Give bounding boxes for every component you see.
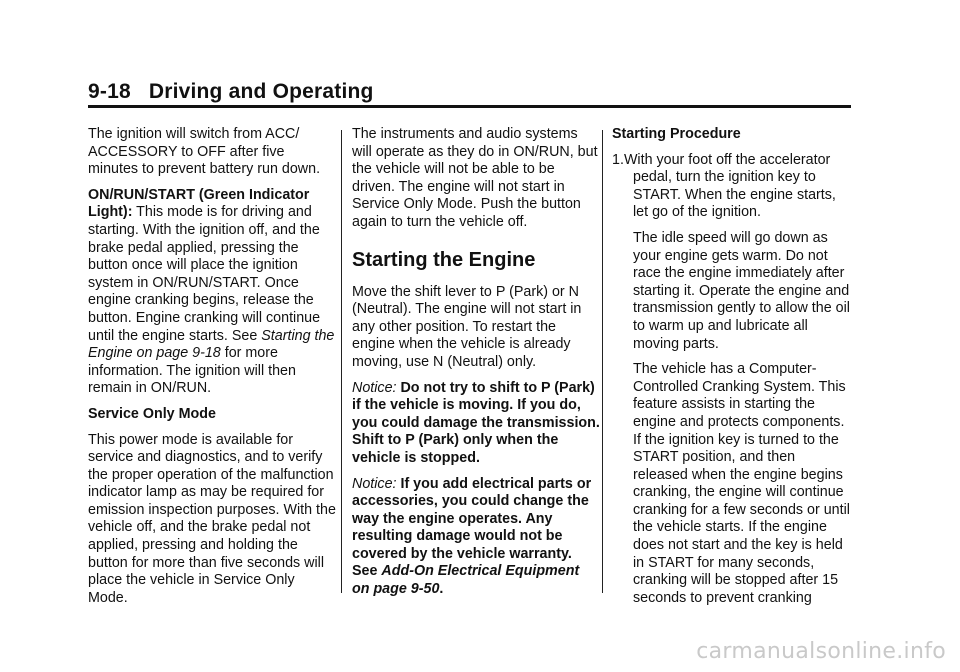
cross-reference-link[interactable]: Starting the Engine on page 9-18 xyxy=(88,327,335,362)
notice-label: Notice: xyxy=(352,379,397,396)
column-divider xyxy=(602,130,603,593)
paragraph: The instruments and audio systems will operate as they do in ON/RUN, but the vehicle will not be able to be driven. The engine will not start in Service Only Mode. Push the button again to turn the vehicle off. xyxy=(352,126,598,230)
header-rule xyxy=(88,105,851,108)
notice-text: If you add electrical parts or accessories, you could change the way the engine operates. Any resulting damage would not be covered by the vehicle warranty. See xyxy=(352,475,592,580)
page-number: 9-18 xyxy=(88,80,131,103)
notice-label: Notice: xyxy=(352,475,397,492)
paragraph: Move the shift lever to P (Park) or N (Neutral). The engine will not start in any other position. To restart the engine when the vehicle is already moving, use N (Neutral) only. xyxy=(352,283,582,370)
step-text: With your foot off the accelerator pedal, turn the ignition key to START. When the engine starts, let go of the ignition. xyxy=(623,151,836,221)
paragraph-text: This mode is for driving and starting. With the ignition off, and the brake pedal applied, pressing the button once will place the ignition system in ON/RUN/START. Once engine cranking begins, release the button. Engine cranking will continue until the engine starts. See xyxy=(88,204,321,344)
notice xyxy=(352,380,600,468)
paragraph: The vehicle has a Computer-Controlled Cranking System. This feature assists in starting the engine and protects components. If the ignition key is turned to the START position, and then released when the engine begins cranking, the engine will continue cranking for a few seconds or until the vehicle starts. If the engine does not start and the key is held in START for many seconds, cranking will be stopped after 15 seconds to prevent cranking xyxy=(633,361,850,606)
paragraph: This power mode is available for service and diagnostics, and to verify the proper operation of the malfunction indicator lamp as may be required for emission inspection purposes. With the vehicle off, and the brake pedal not applied, pressing and holding the button for more than five seconds will place the vehicle in Service Only Mode. xyxy=(88,431,336,606)
step-item xyxy=(612,152,852,222)
cross-reference-link[interactable]: Add-On Electrical Equipment on page 9-50 xyxy=(352,563,580,598)
column-1 xyxy=(88,126,336,615)
paragraph-text: for more information. The ignition will then remain in ON/RUN. xyxy=(88,345,296,397)
page-header xyxy=(88,80,374,104)
step-number: 1. xyxy=(612,151,624,168)
section-heading: Starting the Engine xyxy=(352,248,536,271)
section-title: Driving and Operating xyxy=(148,80,374,103)
paragraph: The idle speed will go down as your engine gets warm. Do not race the engine immediately after starting it. Operate the engine and transmission gently to allow the oil to warm up and lubricate all moving parts. xyxy=(633,229,850,352)
column-2 xyxy=(352,126,600,607)
paragraph xyxy=(88,187,336,398)
term-label: ON/RUN/START (Green Indicator Light): xyxy=(88,186,310,221)
notice xyxy=(352,476,600,599)
paragraph: The ignition will switch from ACC/ ACCESSORY to OFF after five minutes to prevent battery run down. xyxy=(88,126,321,178)
notice-text: Do not try to shift to P (Park) if the vehicle is moving. If you do, you could damage the transmission. Shift to P (Park) only when the vehicle is stopped. xyxy=(352,379,600,466)
column-3 xyxy=(612,126,852,615)
subheading: Starting Procedure xyxy=(612,126,741,142)
subheading: Service Only Mode xyxy=(88,405,216,422)
watermark: carmanualsonline.info xyxy=(696,639,946,664)
notice-text: . xyxy=(439,581,444,598)
column-divider xyxy=(341,130,342,593)
